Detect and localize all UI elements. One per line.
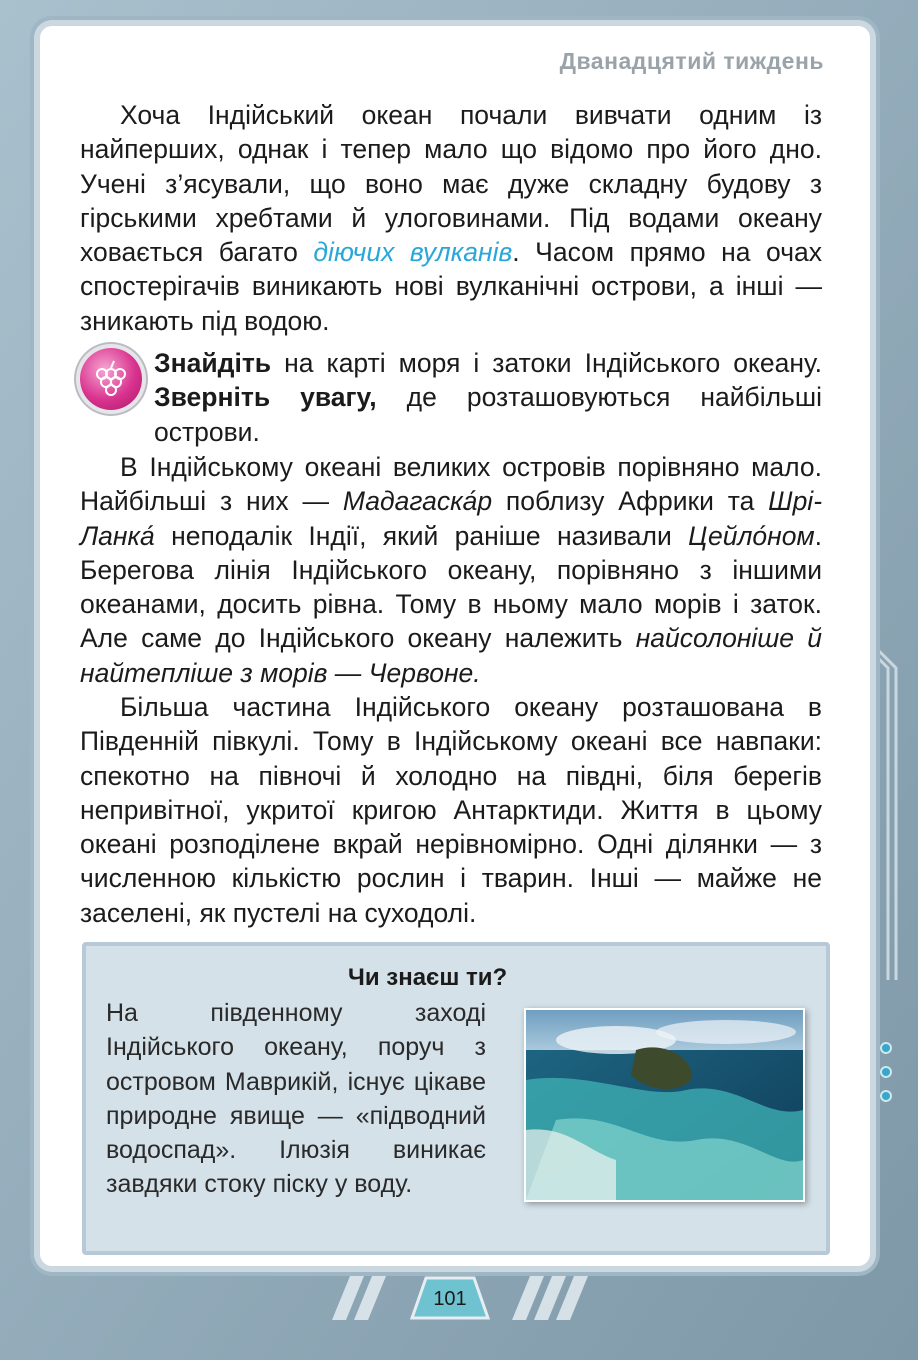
did-you-know-heading: Чи знаєш ти? <box>348 964 508 991</box>
mauritius-island-image <box>526 1010 803 1200</box>
task-text-1: на карті моря і затоки Індійського океану. <box>271 348 822 378</box>
grape-cluster-icon <box>80 348 142 410</box>
did-you-know-box <box>82 942 830 1255</box>
p2-madagascar: Мадагаска́р <box>342 486 493 517</box>
p2-t3: неподалік Індії, який раніше називали <box>154 520 689 551</box>
did-you-know-text: На південному заході Індійського океану, поруч з островом Маврикій, існує цікаве природне явище — «підводний водоспад». Ілюзія виникає завдяки стоку піску у воду. <box>106 999 486 1199</box>
paragraph-southern-hemisphere <box>80 690 822 930</box>
side-dot <box>882 1044 890 1052</box>
task-text <box>154 346 822 449</box>
side-dot <box>882 1092 890 1100</box>
task-icon <box>80 348 142 410</box>
underwater-waterfall-photo <box>524 1008 805 1202</box>
paragraph-3-text: Більша частина Індійського океану розташована в Південній півкулі. Тому в Індійському океані все навпаки: спекотно на півночі й холодно на півдні, біля берегів непривітної, укритої кригою Антарктиди. Життя в цьому океані розподілене вкрай нерівномірно. Одні ділянки — з численною кількістю рослин і тварин. Інші — майже не заселені, як пустелі на суходолі. <box>80 692 822 928</box>
running-header: Дванадцятий тиждень <box>559 48 824 74</box>
task-bold-attention: Зверніть увагу, <box>154 382 377 413</box>
p2-sri-lanka: Шрі-Ланка́ <box>80 486 823 551</box>
p2-t4: . Берегова лінія Індійського океану, порівняно з іншими океанами, досить рівна. Тому в ньому мало морів і заток. Але саме до Індійського океану належить <box>80 520 822 654</box>
task-bold-find: Знайдіть <box>154 348 272 378</box>
p2-ceylon: Цейло́ном <box>688 520 815 551</box>
p2-red-sea: найсолоніше й найтепліше з морів — Червоне. <box>80 623 822 688</box>
paragraph-1-text-b: . Часом прямо на очах спостерігачів виникають нові вулканічні острови, а інші — зникають під водою. <box>80 237 822 336</box>
paragraph-islands <box>80 450 822 690</box>
side-dot <box>882 1068 890 1076</box>
paragraph-volcanoes <box>80 98 822 338</box>
side-dots <box>882 1044 890 1116</box>
p2-t2: поблизу Африки та <box>492 486 769 517</box>
p2-t1: В Індійському океані великих островів порівняно мало. Найбільші з них — <box>80 452 822 517</box>
volcanoes-link[interactable]: діючих вулканів <box>313 237 513 268</box>
page-number: 101 <box>433 1288 467 1310</box>
task-text-2: де розташовуються найбільші острови. <box>154 382 823 447</box>
paragraph-1-text-a: Хоча Індійський океан почали вивчати одним із найперших, однак і тепер мало що відомо про його дно. Учені з’ясували, що воно має дуже складну будову з гірськими хребтами й улоговинами. Під водами океану ховається багато <box>80 100 822 268</box>
